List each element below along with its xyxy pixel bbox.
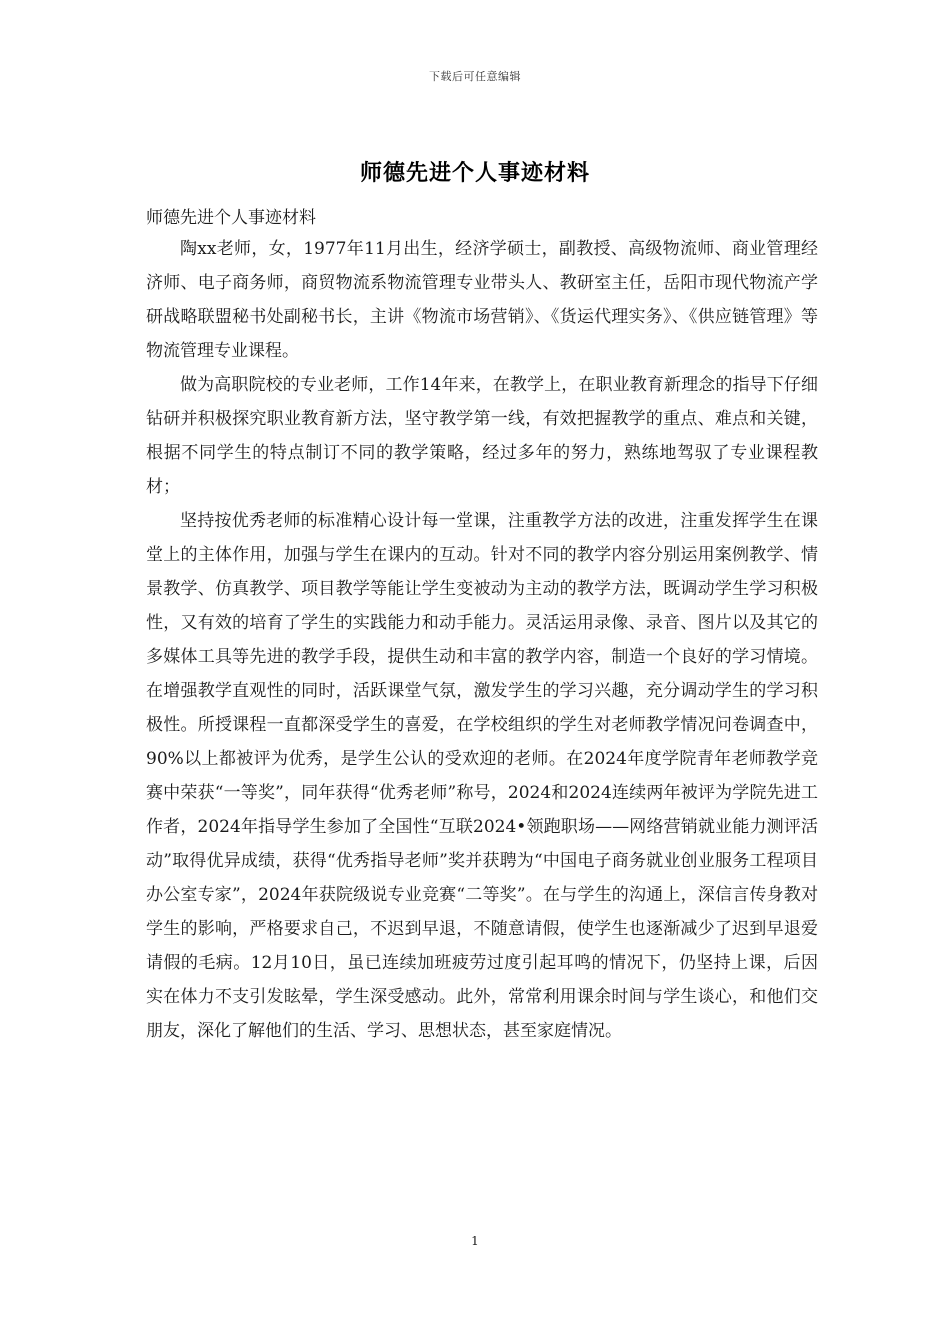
- paragraph-1: 陶xx老师，女，1977年11月出生，经济学硕士，副教授、高级物流师、商业管理经济师、电子商务师，商贸物流系物流管理专业带头人、教研室主任，岳阳市现代物流产学研战略联盟秘书处副秘书长，主讲《物流市场营销》、《货运代理实务》、《供应链管理》等物流管理专业课程。: [146, 239, 818, 361]
- document-subtitle: 师德先进个人事迹材料: [146, 208, 316, 228]
- document-title: 师德先进个人事迹材料: [359, 160, 590, 186]
- paragraph-3: 坚持按优秀老师的标准精心设计每一堂课，注重教学方法的改进，注重发挥学生在课堂上的主体作用，加强与学生在课内的互动。针对不同的教学内容分别运用案例教学、情景教学、仿真教学、项目教学等能让学生变被动为主动的教学方法，既调动学生学习积极性，又有效的培育了学生的实践能力和动手能力。灵活运用录像、录音、图片以及其它的多媒体工具等先进的教学手段，提供生动和丰富的教学内容，制造一个良好的学习情境。在增强教学直观性的同时，活跃课堂气氛，激发学生的学习兴趣，充分调动学生的学习积极性。所授课程一直都深受学生的喜爱，在学校组织的学生对老师教学情况问卷调查中，90%以上都被评为优秀，是学生公认的受欢迎的老师。在2024年度学院青年老师教学竞赛中荣获“一等奖”，同年获得“优秀老师”称号，2024和2024连续两年被评为学院先进工作者，2024年指导学生参加了全国性“互联2024•领跑职场——网络营销就业能力测评活动”取得优异成绩，获得“优秀指导老师”奖并获聘为“中国电子商务就业创业服务工程项目办公室专家”，2024年获院级说专业竞赛“二等奖”。在与学生的沟通上，深信言传身教对学生的影响，严格要求自己，不迟到早退，不随意请假，使学生也逐渐减少了迟到早退爱请假的毛病。12月10日，虽已连续加班疲劳过度引起耳鸣的情况下，仍坚持上课，后因实在体力不支引发眩晕，学生深受感动。此外，常常利用课余时间与学生谈心，和他们交朋友，深化了解他们的生活、学习、思想状态，甚至家庭情况。: [146, 511, 818, 1041]
- header-note: 下载后可任意编辑: [429, 70, 521, 83]
- page-number: 1: [471, 1234, 479, 1248]
- paragraph-2: 做为高职院校的专业老师，工作14年来，在教学上，在职业教育新理念的指导下仔细钻研并积极探究职业教育新方法，坚守教学第一线，有效把握教学的重点、难点和关键，根据不同学生的特点制订不同的教学策略，经过多年的努力，熟练地驾驭了专业课程教材；: [146, 375, 818, 497]
- document-body: [146, 232, 818, 1048]
